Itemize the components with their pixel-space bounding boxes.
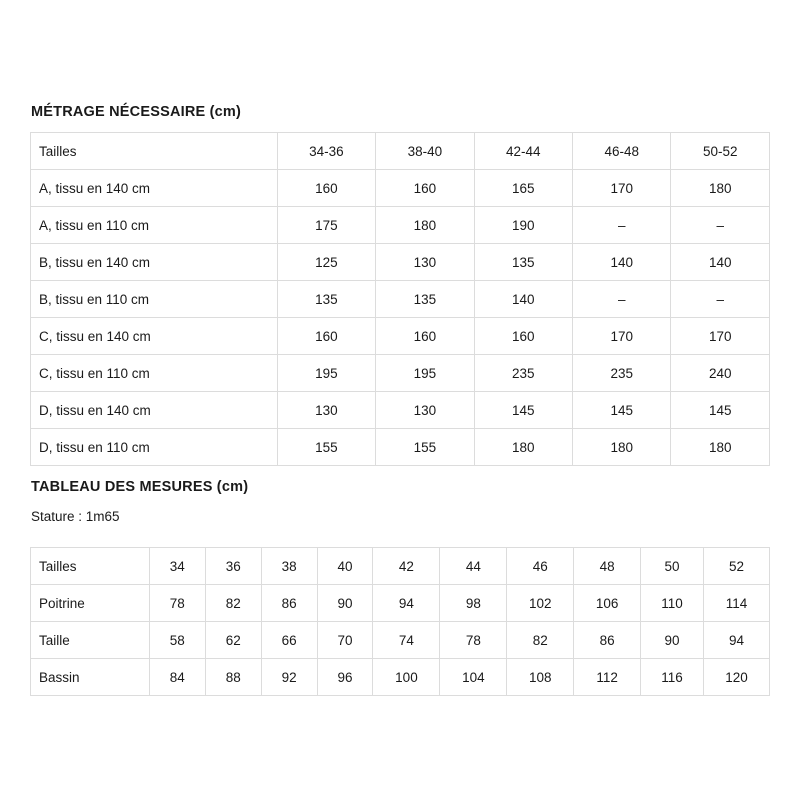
value-cell: 155	[277, 429, 375, 466]
value-cell: 88	[205, 659, 261, 696]
value-cell: 86	[261, 585, 317, 622]
value-cell: 145	[573, 392, 671, 429]
table-row	[31, 622, 770, 659]
value-cell: 78	[149, 585, 205, 622]
value-cell: 38-40	[376, 133, 474, 170]
table-header-row	[31, 548, 770, 585]
value-cell: 135	[277, 281, 375, 318]
value-cell: 130	[277, 392, 375, 429]
value-cell: 190	[474, 207, 572, 244]
value-cell: 195	[376, 355, 474, 392]
value-cell: 66	[261, 622, 317, 659]
value-cell: 38	[261, 548, 317, 585]
table-row	[31, 392, 770, 429]
value-cell: 92	[261, 659, 317, 696]
value-cell: 44	[440, 548, 507, 585]
value-cell: 140	[671, 244, 770, 281]
value-cell: –	[573, 207, 671, 244]
value-cell: 70	[317, 622, 373, 659]
value-cell: 235	[474, 355, 572, 392]
row-label-cell: C, tissu en 110 cm	[31, 355, 278, 392]
value-cell: 170	[573, 318, 671, 355]
metrage-table	[30, 132, 770, 466]
value-cell: 102	[507, 585, 574, 622]
value-cell: 165	[474, 170, 572, 207]
value-cell: 48	[574, 548, 641, 585]
value-cell: 112	[574, 659, 641, 696]
table-row	[31, 318, 770, 355]
value-cell: 114	[704, 585, 770, 622]
value-cell: 145	[671, 392, 770, 429]
row-label-cell: D, tissu en 110 cm	[31, 429, 278, 466]
value-cell: 82	[507, 622, 574, 659]
value-cell: 180	[671, 429, 770, 466]
value-cell: 52	[704, 548, 770, 585]
metrage-title: MÉTRAGE NÉCESSAIRE (cm)	[31, 104, 242, 120]
value-cell: 58	[149, 622, 205, 659]
table-header-row	[31, 133, 770, 170]
table-row	[31, 244, 770, 281]
value-cell: 84	[149, 659, 205, 696]
value-cell: 240	[671, 355, 770, 392]
value-cell: 120	[704, 659, 770, 696]
value-cell: 145	[474, 392, 572, 429]
value-cell: 170	[671, 318, 770, 355]
value-cell: –	[573, 281, 671, 318]
value-cell: 50-52	[671, 133, 770, 170]
value-cell: 104	[440, 659, 507, 696]
row-label-cell: Poitrine	[31, 585, 150, 622]
value-cell: 160	[277, 318, 375, 355]
value-cell: 180	[671, 170, 770, 207]
value-cell: 180	[376, 207, 474, 244]
table-row	[31, 207, 770, 244]
value-cell: 195	[277, 355, 375, 392]
value-cell: 46	[507, 548, 574, 585]
value-cell: 135	[376, 281, 474, 318]
value-cell: 94	[373, 585, 440, 622]
mesures-table	[30, 547, 770, 696]
row-label-cell: D, tissu en 140 cm	[31, 392, 278, 429]
table-row	[31, 355, 770, 392]
value-cell: 98	[440, 585, 507, 622]
value-cell: 62	[205, 622, 261, 659]
value-cell: 175	[277, 207, 375, 244]
value-cell: 108	[507, 659, 574, 696]
value-cell: 34	[149, 548, 205, 585]
value-cell: 46-48	[573, 133, 671, 170]
value-cell: 160	[277, 170, 375, 207]
value-cell: 160	[474, 318, 572, 355]
value-cell: –	[671, 281, 770, 318]
value-cell: 180	[474, 429, 572, 466]
value-cell: 135	[474, 244, 572, 281]
value-cell: 90	[641, 622, 704, 659]
table-row	[31, 659, 770, 696]
value-cell: 116	[641, 659, 704, 696]
row-label-cell: B, tissu en 140 cm	[31, 244, 278, 281]
table-row	[31, 281, 770, 318]
value-cell: 130	[376, 392, 474, 429]
row-label-cell: C, tissu en 140 cm	[31, 318, 278, 355]
table-row	[31, 170, 770, 207]
value-cell: 36	[205, 548, 261, 585]
value-cell: 94	[704, 622, 770, 659]
value-cell: 50	[641, 548, 704, 585]
value-cell: 125	[277, 244, 375, 281]
value-cell: 82	[205, 585, 261, 622]
value-cell: 42-44	[474, 133, 572, 170]
value-cell: 170	[573, 170, 671, 207]
mesures-title: TABLEAU DES MESURES (cm)	[31, 479, 249, 495]
row-label-cell: Tailles	[31, 133, 278, 170]
value-cell: 180	[573, 429, 671, 466]
value-cell: 42	[373, 548, 440, 585]
value-cell: 155	[376, 429, 474, 466]
value-cell: 90	[317, 585, 373, 622]
value-cell: 160	[376, 318, 474, 355]
value-cell: 86	[574, 622, 641, 659]
value-cell: 96	[317, 659, 373, 696]
row-label-cell: Tailles	[31, 548, 150, 585]
value-cell: 40	[317, 548, 373, 585]
value-cell: 235	[573, 355, 671, 392]
value-cell: 160	[376, 170, 474, 207]
row-label-cell: Bassin	[31, 659, 150, 696]
row-label-cell: A, tissu en 110 cm	[31, 207, 278, 244]
row-label-cell: B, tissu en 110 cm	[31, 281, 278, 318]
value-cell: 140	[474, 281, 572, 318]
row-label-cell: Taille	[31, 622, 150, 659]
row-label-cell: A, tissu en 140 cm	[31, 170, 278, 207]
table-row	[31, 429, 770, 466]
value-cell: 34-36	[277, 133, 375, 170]
value-cell: 74	[373, 622, 440, 659]
value-cell: 78	[440, 622, 507, 659]
value-cell: 110	[641, 585, 704, 622]
value-cell: 106	[574, 585, 641, 622]
value-cell: 130	[376, 244, 474, 281]
stature-note: Stature : 1m65	[31, 509, 120, 524]
value-cell: 100	[373, 659, 440, 696]
value-cell: 140	[573, 244, 671, 281]
table-row	[31, 585, 770, 622]
value-cell: –	[671, 207, 770, 244]
